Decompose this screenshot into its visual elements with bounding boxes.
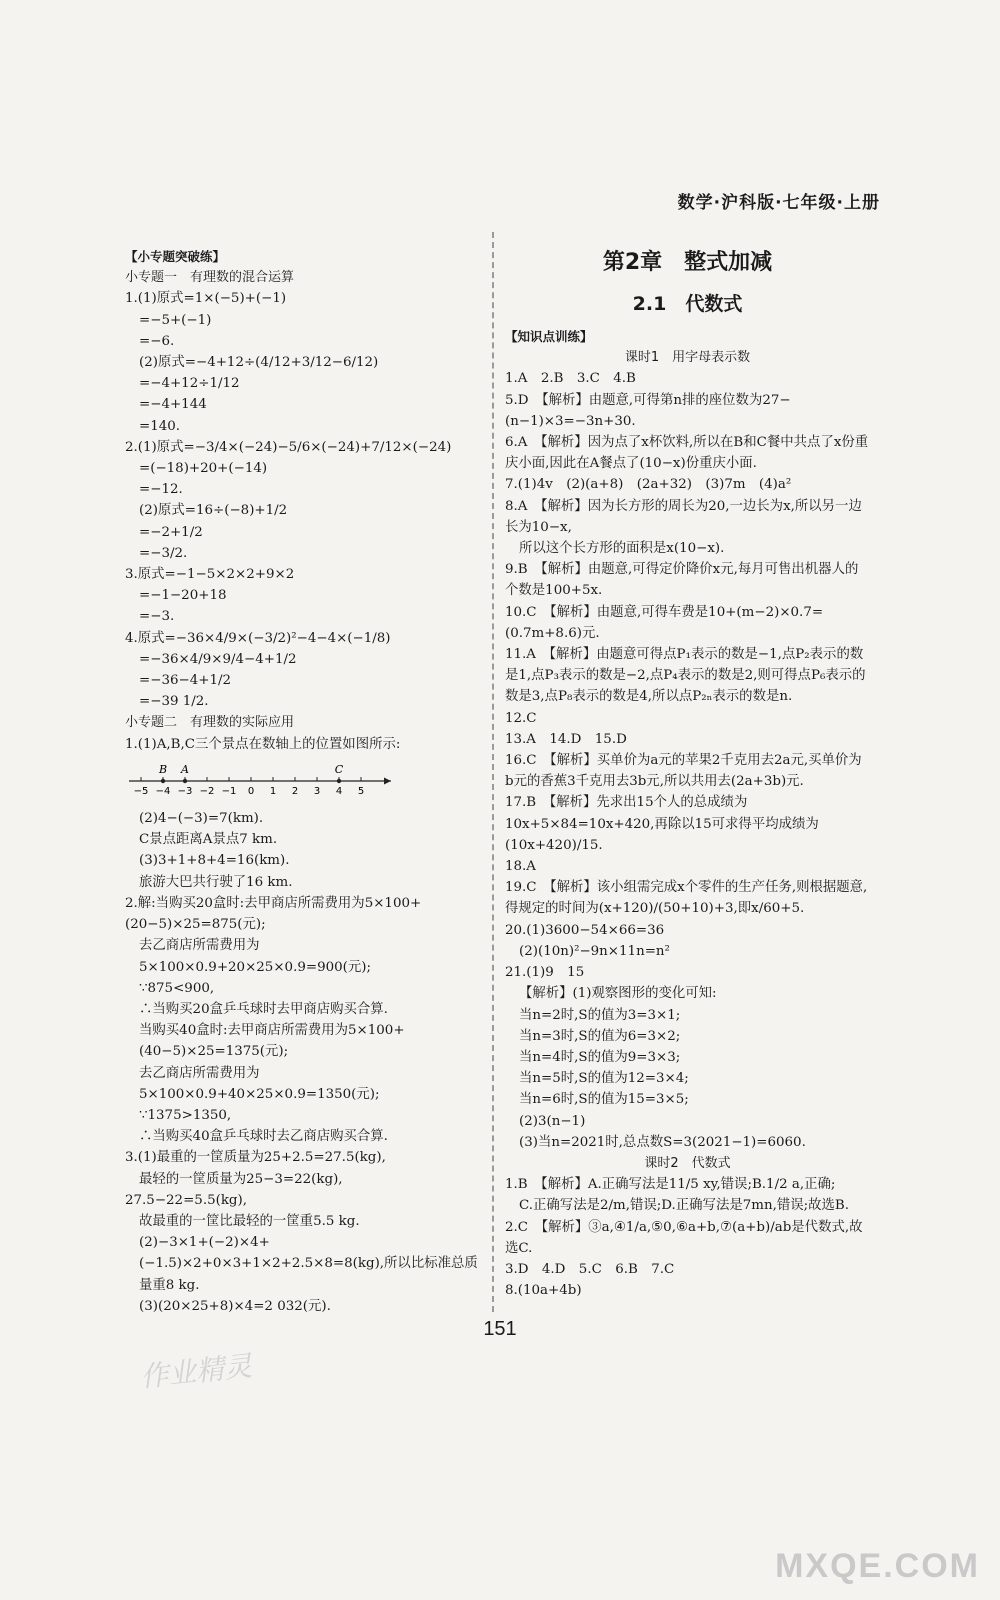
t1-line: 2.(1)原式=−3/4×(−24)−5/6×(−24)+7/12×(−24) [125,439,452,455]
number-line-tick-label: −4 [155,785,171,797]
t2b-line: (2)−3×1+(−2)×4+(−1.5)×2+0×3+1×2+2.5×8=8(kg),所以比标准总质量重8 kg. [139,1235,478,1293]
topic-2-lines-a [125,734,485,755]
r2-line: 8.(10a+4b) [505,1283,582,1299]
number-line-point-label: B [158,762,168,776]
r2-line: 2.C 【解析】③a,④1/a,⑤0,⑥a+b,⑦(a+b)/ab是代数式,故选C. [505,1219,863,1256]
right-column [505,246,870,1301]
r1-line: 19.C 【解析】该小组需完成x个零件的生产任务,则根据题意,得规定的时间为(x+120)/(50+10)+3,即x/60+5. [505,880,868,917]
r1-line: 1.A 2.B 3.C 4.B [505,371,636,387]
number-line-tick-label: 3 [313,785,321,797]
number-line-point [337,779,341,783]
r2-line: 1.B 【解析】A.正确写法是11/5 xy,错误;B.1/2 a,正确; [505,1177,836,1193]
r1-line: (2)(10n)²−9n×11n=n² [519,943,670,959]
topic-2-title: 小专题二 有理数的实际应用 [125,715,295,731]
r1-line: 13.A 14.D 15.D [505,731,627,747]
r1-line: 21.(1)9 15 [505,965,585,981]
lesson-1-lines [505,368,870,1153]
t1-line: =−3. [139,609,175,625]
number-line-point [183,779,187,783]
number-line-arrow [384,777,391,784]
topic-1-lines [125,288,485,712]
t2b-line: C景点距离A景点7 km. [139,832,278,848]
r1-line: 当n=5时,S的值为12=3×4; [519,1071,689,1087]
t1-line: =−5+(−1) [139,312,212,328]
t1-line: =−3/2. [139,545,188,561]
topic-1-title: 小专题一 有理数的混合运算 [125,270,295,286]
number-line-point [161,779,165,783]
number-line-tick-label: −5 [133,785,149,797]
t2b-line: ∵1375>1350, [139,1107,232,1123]
t1-line: =140. [139,418,181,434]
r1-line: 当n=4时,S的值为9=3×3; [519,1049,681,1065]
left-column [125,246,485,1317]
r1-line: (3)当n=2021时,总点数S=3(2021−1)=6060. [519,1134,806,1150]
t2b-line: (2)4−(−3)=7(km). [139,811,264,827]
r1-line: 当n=3时,S的值为6=3×2; [519,1028,681,1044]
t1-line: =−4+144 [139,397,207,413]
topic-2-lines-b [125,808,485,1317]
number-line-point-label: A [181,762,189,776]
number-line-tick-label: 0 [247,785,255,797]
t2b-line: 旅游大巴共行驶了16 km. [139,874,293,890]
t1-line: =−36−4+1/2 [139,673,231,689]
t1-line: =−6. [139,333,175,349]
t1-line: =−2+1/2 [139,524,203,540]
t1-line: =−39 1/2. [139,694,209,710]
r1-line: 16.C 【解析】买单价为a元的苹果2千克用去2a元,买单价为b元的香蕉3千克用去3b元,所以共用去(2a+3b)元. [505,753,862,790]
t1-line: =(−18)+20+(−14) [139,461,268,477]
t2a-line: 1.(1)A,B,C三个景点在数轴上的位置如图所示: [125,736,401,752]
number-line-tick-label: −2 [199,785,215,797]
chapter-title: 第2章 整式加减 [602,250,773,275]
t1-line: =−36×4/9×9/4−4+1/2 [139,651,297,667]
t1-line: =−1−20+18 [139,588,227,604]
number-line-tick-label: −1 [221,785,237,797]
t2b-line: 27.5−22=5.5(kg), [125,1192,247,1208]
t2b-line: 去乙商店所需费用为5×100×0.9+20×25×0.9=900(元); [139,938,371,975]
t2b-line: 故最重的一筐比最轻的一筐重5.5 kg. [139,1213,360,1229]
t2b-line: 2.解:当购买20盒时:去甲商店所需费用为5×100+(20−5)×25=875(元); [125,895,422,933]
t1-line: =−4+12÷1/12 [139,376,240,392]
number-line-tick-label: 5 [357,785,365,797]
t1-line: 4.原式=−36×4/9×(−3/2)²−4−4×(−1/8) [125,630,391,646]
number-line-tick-label: 2 [291,785,299,797]
section-head-left: 【小专题突破练】 [125,249,226,264]
r2-line: 3.D 4.D 5.C 6.B 7.C [505,1261,675,1277]
r1-line: 5.D 【解析】由题意,可得第n排的座位数为27−(n−1)×3=−3n+30. [505,392,791,429]
page-number: 151 [483,1318,517,1340]
lesson-2-lines [505,1174,870,1301]
t1-line: 1.(1)原式=1×(−5)+(−1) [125,291,287,307]
section-title: 2.1 代数式 [632,293,743,315]
t2b-line: ∴当购买20盒乒乓球时去甲商店购买合算. [139,1001,388,1017]
watermark: MXQE.COM [775,1547,980,1585]
t2b-line: (3)3+1+8+4=16(km). [139,853,290,869]
r1-line: 当n=6时,S的值为15=3×5; [519,1092,689,1108]
r1-line: 当n=2时,S的值为3=3×1; [519,1007,681,1023]
t2b-line: 3.(1)最重的一筐质量为25+2.5=27.5(kg), [125,1150,386,1166]
t2b-line: 当购买40盒时:去甲商店所需费用为5×100+(40−5)×25=1375(元); [139,1023,405,1060]
column-divider [492,232,494,1312]
r1-line: 6.A 【解析】因为点了x杯饮料,所以在B和C餐中共点了x份重庆小面,因此在A餐点了(10−x)份重庆小面. [505,435,869,472]
lesson-2-title: 课时2 代数式 [644,1155,731,1171]
t2b-line: 去乙商店所需费用为5×100×0.9+40×25×0.9=1350(元); [139,1065,380,1102]
t1-line: =−12. [139,482,183,498]
r1-line: 10.C 【解析】由题意,可得车费是10+(m−2)×0.7=(0.7m+8.6)元. [505,604,824,641]
t1-line: 3.原式=−1−5×2×2+9×2 [125,567,295,583]
t1-line: (2)原式=16÷(−8)+1/2 [139,503,288,519]
t2b-line: (3)(20×25+8)×4=2 032(元). [139,1298,331,1314]
section-head-right: 【知识点训练】 [505,329,593,344]
number-line-tick-label: −3 [177,785,193,797]
r1-line: 【解析】(1)观察图形的变化可知: [519,986,717,1002]
lesson-1-title: 课时1 用字母表示数 [624,350,751,366]
r1-line: 12.C [505,710,537,726]
number-line-tick-label: 1 [269,785,277,797]
r1-line: 11.A 【解析】由题意可得点P₁表示的数是−1,点P₂表示的数是1,点P₃表示的数是−2,点P₄表示的数是2,则可得点P₆表示的数是3,点P₈表示的数是4,所以点P₂ₙ表示的数是n. [505,647,866,705]
number-line-figure [129,757,429,797]
r1-line: 9.B 【解析】由题意,可得定价降价x元,每月可售出机器人的个数是100+5x. [505,562,859,599]
number-line-tick-label: 4 [335,785,343,797]
faded-stamp: 作业精灵 [138,1349,254,1394]
book-header: 数学·沪科版·七年级·上册 [677,193,880,213]
r1-line: 17.B 【解析】先求出15个人的总成绩为10x+5×84=10x+420,再除以15可求得平均成绩为(10x+420)/15. [505,795,819,853]
t2b-line: 最轻的一筐质量为25−3=22(kg), [139,1171,343,1187]
r2-line: C.正确写法是2/m,错误;D.正确写法是7mn,错误;故选B. [519,1198,849,1214]
r1-line: 7.(1)4v (2)(a+8) (2a+32) (3)7m (4)a² [505,477,792,493]
r1-line: 18.A [505,859,536,875]
r1-line: (2)3(n−1) [519,1113,586,1129]
t2b-line: ∵875<900, [139,980,215,996]
t2b-line: ∴当购买40盒乒乓球时去乙商店购买合算. [139,1129,388,1145]
r1-line: 20.(1)3600−54×66=36 [505,922,665,938]
number-line-point-label: C [334,762,344,776]
r1-line: 8.A 【解析】因为长方形的周长为20,一边长为x,所以另一边长为10−x, [505,498,862,535]
r1-line: 所以这个长方形的面积是x(10−x). [519,541,725,557]
t1-line: (2)原式=−4+12÷(4/12+3/12−6/12) [139,355,379,371]
number-line [129,757,485,804]
